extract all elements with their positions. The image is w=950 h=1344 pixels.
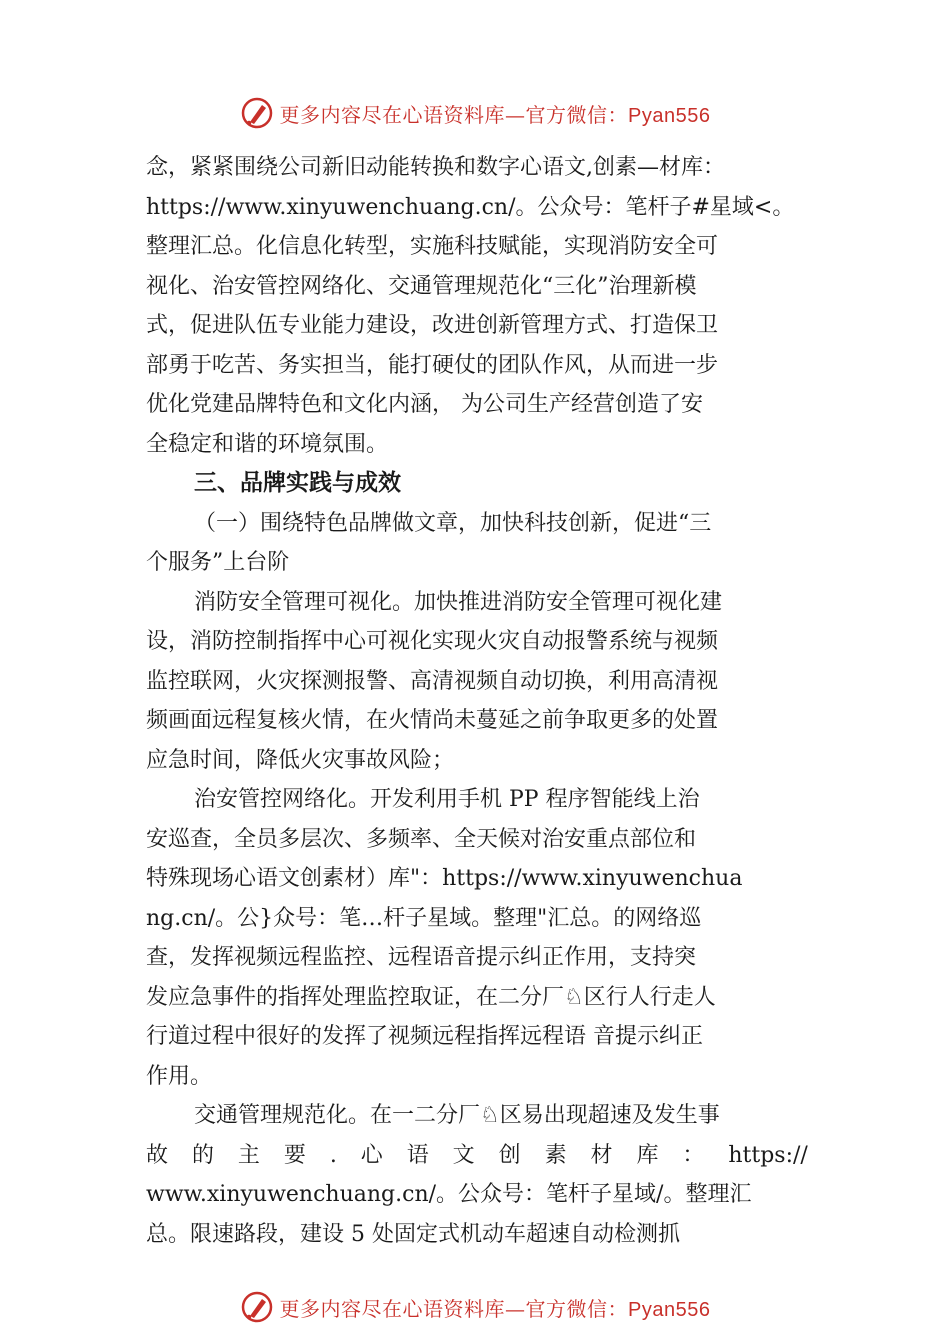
subsection-heading-cont: 个服务”上台阶 [146, 550, 290, 575]
text-line: 治安管控网络化。开发利用手机 PP 程序智能线上治 [194, 787, 700, 812]
glyph: 创 [498, 1142, 521, 1168]
pen-nib-logo [240, 1290, 274, 1324]
watermark-banner-bottom [0, 1290, 950, 1324]
section-heading: 三、品牌实践与成效 [194, 470, 401, 496]
text-line: 查，发挥视频远程监控、远程语音提示纠正作用，支持突 [146, 945, 697, 970]
subsection-heading: （一）围绕特色品牌做文章，加快科技创新，促进“三 [194, 510, 712, 536]
glyph: 要 [283, 1142, 306, 1168]
text-line: 总。限速路段，建设 5 处固定式机动车超速自动检测抓 [146, 1221, 680, 1247]
glyph: 心 [360, 1142, 383, 1168]
text-line: 部勇于吃苦、务实担当，能打硬仗的团队作风，从而进一步 [146, 352, 719, 378]
text-line: 消防安全管理可视化。加快推进消防安全管理可视化建 [194, 589, 723, 615]
glyph: ： [682, 1142, 705, 1168]
text-line: https://www.xinyuwenchuang.cn/。公众号：笔杆子#星域<。 [146, 194, 795, 220]
text-line: 设，消防控制指挥中心可视化实现火灾自动报警系统与视频 [146, 629, 719, 654]
text-line: 发应急事件的指挥处理监控取证，在二分厂♘区行人行走人 [146, 984, 716, 1010]
text-line: 特殊现场心语文创素材）库"：https://www.xinyuwenchua [146, 866, 743, 891]
glyph: 主 [237, 1142, 260, 1168]
text-line: 优化党建品牌特色和文化内涵， 为公司生产经营创造了安 [146, 392, 703, 417]
text-line: 作用。 [146, 1063, 213, 1089]
text-line: 式，促进队伍专业能力建设，改进创新管理方式、打造保卫 [146, 313, 719, 338]
watermark-text: 更多内容尽在心语资料库—官方微信：Pyan556 [279, 1296, 711, 1321]
text-line: 频画面远程复核火情，在火情尚未蔓延之前争取更多的处置 [146, 708, 719, 733]
watermark-text: 更多内容尽在心语资料库—官方微信：Pyan556 [279, 102, 711, 127]
text-line: 整理汇总。化信息化转型，实施科技赋能，实现消防安全可 [146, 234, 719, 259]
text-line: 安巡查，全员多层次、多频率、全天候对治安重点部位和 [146, 826, 697, 852]
pen-nib-logo [240, 96, 274, 130]
text-line: ng.cn/。公}众号：笔…杆子星域。整理"汇总。的网络巡 [146, 905, 702, 931]
text-line: www.xinyuwenchuang.cn/。公众号：笔杆子星域/。整理汇 [146, 1182, 752, 1207]
glyph: 文 [452, 1142, 475, 1168]
glyph: https:// [728, 1142, 808, 1168]
glyph: . [329, 1142, 337, 1168]
glyph: 的 [191, 1142, 214, 1168]
text-line: 行道过程中很好的发挥了视频远程指挥远程语 音提示纠正 [146, 1024, 703, 1049]
document-body [146, 148, 808, 1254]
glyph: 材 [590, 1142, 613, 1168]
watermark-banner-top [0, 96, 950, 130]
text-line: 视化、治安管控网络化、交通管理规范化“三化”治理新模 [146, 273, 697, 299]
glyph: 库 [636, 1142, 659, 1168]
text-line: 交通管理规范化。在一二分厂♘区易出现超速及发生事 [194, 1103, 720, 1128]
justified-text-line [146, 1136, 808, 1176]
text-line: 应急时间，降低火灾事故风险； [146, 747, 455, 773]
text-line: 监控联网，火灾探测报警、高清视频自动切换，利用高清视 [146, 668, 719, 694]
text-line: 念，紧紧围绕公司新旧动能转换和数字心语文,创素—材库： [146, 155, 725, 180]
glyph: 语 [406, 1142, 429, 1168]
glyph: 素 [544, 1142, 567, 1168]
text-line: 全稳定和谐的环境氛围。 [146, 431, 389, 457]
glyph: 故 [146, 1142, 169, 1168]
